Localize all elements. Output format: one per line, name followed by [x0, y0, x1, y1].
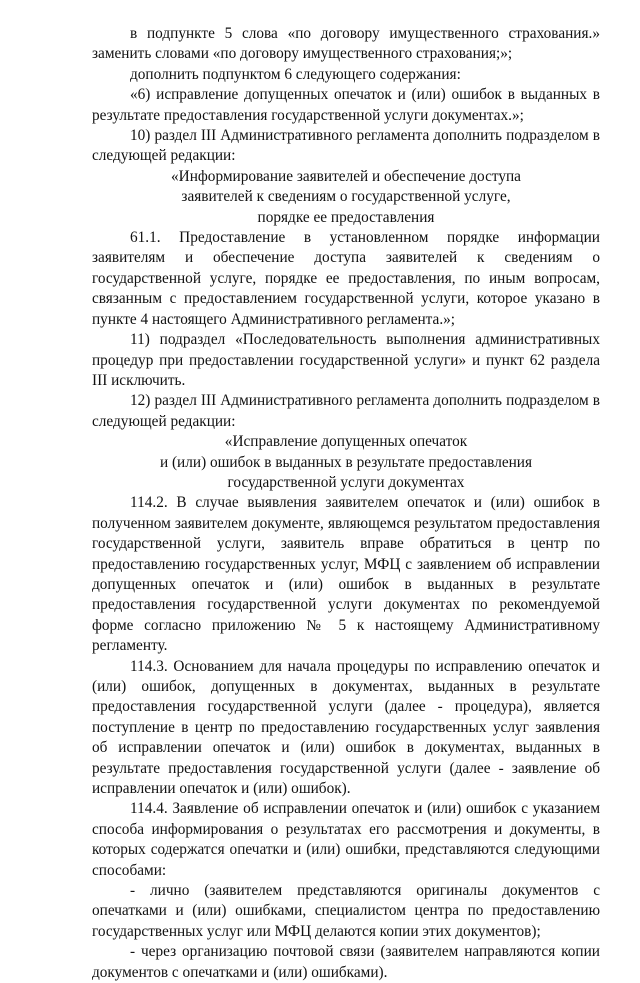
paragraph-add-subpoint-6: дополнить подпунктом 6 следующего содержания: [130, 65, 461, 83]
paragraph-item-11: 11) подраздел «Последовательность выполнения административных процедур при предоставлении государственной услуги» и пункт 62 раздела III исключить. [92, 331, 600, 389]
document-page [92, 24, 600, 983]
paragraph-item-12: 12) раздел III Административного регламента дополнить подразделом в следующей редакции: [92, 392, 600, 430]
list-item-in-person: - лично (заявителем представляются оригиналы документов с опечатками и (или) ошибками, специалистом центра по предоставлению государственных услуг или МФЦ делаются копии этих документов); [92, 882, 600, 940]
section-heading-informing [92, 167, 600, 228]
heading-line: заявителей к сведениям о государственной услуге, [181, 188, 511, 206]
paragraph-114-4: 114.4. Заявление об исправлении опечаток и (или) ошибок с указанием способа информирования о результатах его рассмотрения и документы, в которых содержатся опечатки и (или) ошибки, представляются следующими способами: [92, 800, 600, 879]
paragraph-subpoint-6-text: «6) исправление допущенных опечаток и (или) ошибок в выданных в результате предоставления государственной услуги документах.»; [92, 86, 600, 124]
paragraph-61-1: 61.1. Предоставление в установленном порядке информации заявителям и обеспечение доступа заявителей к сведениям о государственной услуге, порядке ее предоставления, по иным вопросам, связанным с предоставлением государственной услуги, которое указано в пункте 4 настоящего Административного регламента.»; [92, 229, 600, 328]
paragraph-item-10: 10) раздел III Административного регламента дополнить подразделом в следующей редакции: [92, 127, 600, 165]
paragraph-114-2: 114.2. В случае выявления заявителем опечаток и (или) ошибок в полученном заявителем документе, являющемся результатом предоставления государственной услуги, заявитель вправе обратиться в центр по предоставлению государственных услуг, МФЦ с заявлением об исправлении допущенных опечаток и (или) ошибок в выданных в результате предоставления государственной услуги документах по рекомендуемой форме согласно приложению № 5 к настоящему Административному регламенту. [92, 494, 600, 655]
heading-line: и (или) ошибок в выданных в результате предоставления [159, 453, 533, 471]
paragraph-114-3: 114.3. Основанием для начала процедуры по исправлению опечаток и (или) ошибок, допущенных в документах, выданных в результате предоставления государственной услуги (далее - процедура), является поступление в центр по предоставлению государственных услуг заявления об исправлении опечаток и (или) ошибок в документах, выданных в результате предоставления государственной услуги (далее - заявление об исправлении опечаток и (или) ошибок). [92, 657, 600, 798]
section-heading-corrections [92, 432, 600, 493]
heading-line: государственной услуги документах [227, 473, 465, 491]
heading-line: порядке ее предоставления [257, 208, 435, 226]
heading-line: «Исправление допущенных опечаток [224, 433, 468, 451]
list-item-by-post: - через организацию почтовой связи (заявителем направляются копии документов с опечатками и (или) ошибками). [92, 943, 600, 981]
heading-line: «Информирование заявителей и обеспечение доступа [171, 167, 521, 185]
paragraph-subpoint-5: в подпункте 5 слова «по договору имущественного страхования.» заменить словами «по договору имущественного страхования;»; [92, 25, 600, 63]
